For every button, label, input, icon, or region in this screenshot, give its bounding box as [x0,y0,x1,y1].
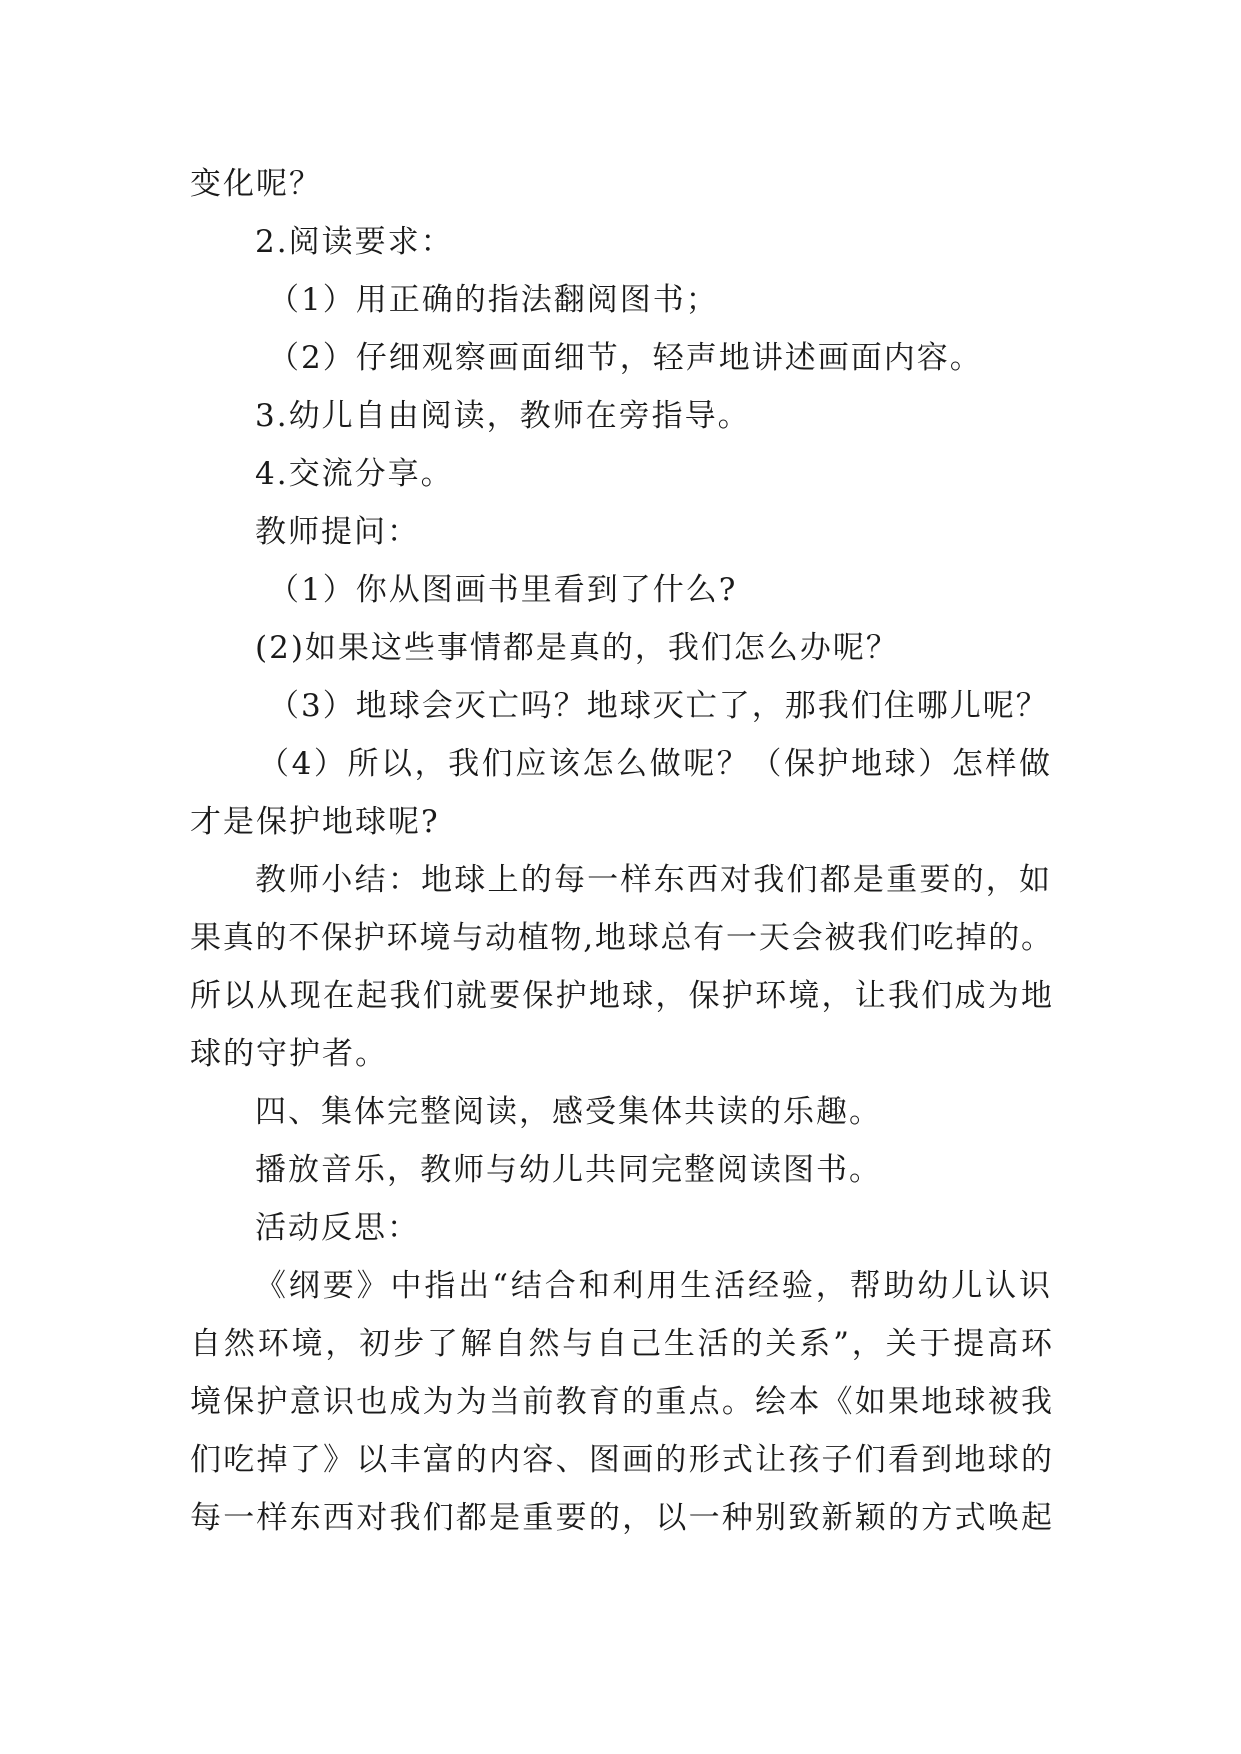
text-line: （2）仔细观察画面细节，轻声地讲述画面内容。 [268,340,983,376]
text-line: （1）你从图画书里看到了什么? [268,572,738,608]
text-line: 才是保护地球呢? [190,804,440,840]
text-line: （3）地球会灭亡吗？地球灭亡了，那我们住哪儿呢？ [268,688,1049,724]
text-line: 教师小结：地球上的每一样东西对我们都是重要的，如 [255,862,1052,898]
text-line: 自然环境，初步了解自然与自己生活的关系”，关于提高环 [190,1326,1052,1362]
text-line: 所以从现在起我们就要保护地球，保护环境，让我们成为地 [190,978,1052,1014]
text-line: 变化呢？ [190,166,322,202]
text-line: 果真的不保护环境与动植物,地球总有一天会被我们吃掉的。 [190,920,1052,956]
text-line: 境保护意识也成为为当前教育的重点。绘本《如果地球被我 [190,1384,1052,1420]
text-line: 播放音乐，教师与幼儿共同完整阅读图书。 [255,1152,882,1188]
text-line: 每一样东西对我们都是重要的，以一种别致新颖的方式唤起 [190,1500,1052,1536]
text-line: 教师提问： [255,514,420,550]
text-line: 活动反思： [255,1210,420,1246]
text-line: 们吃掉了》以丰富的内容、图画的形式让孩子们看到地球的 [190,1442,1052,1478]
text-line: 2.阅读要求： [255,224,454,260]
text-line: （4）所以，我们应该怎么做呢？（保护地球）怎样做 [258,746,1052,782]
text-line: 《纲要》中指出“结合和利用生活经验，帮助幼儿认识 [255,1268,1052,1304]
text-line: 球的守护者。 [190,1036,388,1072]
text-line: 四、集体完整阅读，感受集体共读的乐趣。 [255,1094,882,1130]
text-line: （1）用正确的指法翻阅图书； [268,282,719,318]
text-line: (2)如果这些事情都是真的，我们怎么办呢？ [255,630,899,666]
text-line: 3.幼儿自由阅读，教师在旁指导。 [255,398,751,434]
text-line: 4.交流分享。 [255,456,454,492]
